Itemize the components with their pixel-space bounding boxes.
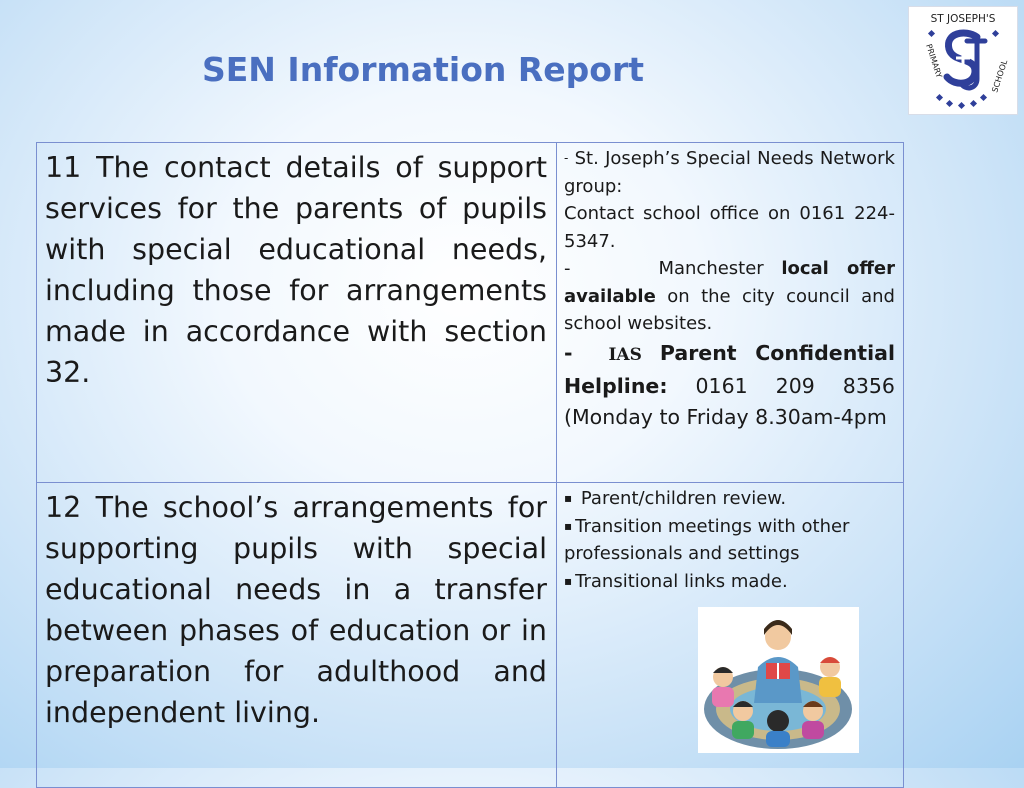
row-12-question-cell [37, 483, 557, 788]
bullet-square-icon: ▪ [564, 518, 573, 533]
row-12-question: 12 The school’s arrangements for supporting pupils with special educational needs in a transfer between phases of education or in preparation for adulthood and independent living. [45, 491, 547, 729]
row-11-question: 11 The contact details of support services for the parents of pupils with special educational needs, including those for arrangements made in accordance with section 32. [45, 151, 547, 389]
bullet-square-icon: ▪ [564, 573, 573, 588]
logo-top-text: ST JOSEPH'S [930, 13, 996, 25]
children-reading-icon [698, 607, 859, 753]
list-item: ▪ Transition meetings with other professionals and settings [564, 515, 850, 564]
logo-left-text: PRIMARY [924, 42, 944, 79]
helpline-number: 0161 209 8356 (Monday to Friday 8.30am-4pm [564, 373, 895, 429]
row-11-question-cell [37, 143, 557, 483]
ias-text: IAS [608, 344, 642, 365]
list-item: ▪ Parent/children review. [564, 488, 787, 509]
helpline-label: Parent Confidential Helpline: [564, 340, 895, 398]
story-time-clipart [698, 607, 859, 753]
manchester-text: Manchester [658, 258, 764, 279]
row-11-answer: - St. Joseph’s Special Needs Network group: Contact school office on 0161 224-5347. - Manchester local offer available on the city council and school websites. - IAS Parent Confidential Helpline: 0161 209 8356 (Monday to Friday 8.30am-4pm [564, 148, 895, 429]
logo-right-text: SCHOOL [990, 58, 1010, 94]
school-office-text: Contact school office on 0161 224-5347. [564, 203, 895, 252]
school-logo [908, 6, 1018, 115]
page-title: SEN Information Report [202, 50, 645, 89]
school-crest-icon [909, 7, 1017, 114]
transition-list [564, 485, 895, 595]
bullet-square-icon: ▪ [564, 491, 573, 505]
city-council-text: on the city council and school websites. [564, 285, 895, 334]
table-row [37, 143, 904, 483]
local-offer-text: local offer available [564, 258, 895, 307]
list-item: ▪ Transitional links made. [564, 570, 788, 592]
network-group-text: St. Joseph’s Special Needs Network group: [564, 148, 895, 197]
row-11-answer-cell [557, 143, 904, 483]
